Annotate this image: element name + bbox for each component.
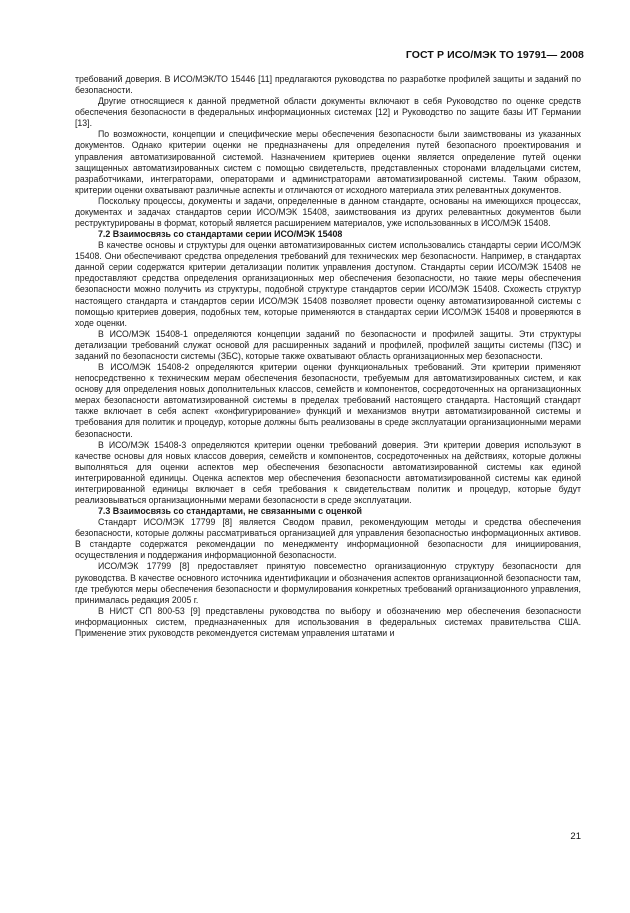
standard-header: ГОСТ Р ИСО/МЭК ТО 19791— 2008 — [405, 49, 584, 61]
paragraph-concepts: По возможности, концепции и специфические меры обеспечения безопасности были заимствованы из указанных документов. Однако критерии оценки не предназначены для определения путей безопасного проектирования и управления автоматизированной системой. Назначением критериев оценки является определение путей оценки защищенных автоматизированных систем с помощью свидетельств, представленных сторонами владельцами систем, разработчиками, интеграторами, операторами и администраторами автоматизированной системы. Таким образом, критерии оценки охватывают различные аспекты и отличаются от исходного материала этих релевантных документов. — [75, 129, 581, 195]
paragraph-related-documents: Другие относящиеся к данной предметной области документы включают в себя Руководство по оценке средств обеспечения безопасности в федеральных информационных системах [12] и Руководство по защите базы ИТ Германии [13]. — [75, 96, 581, 129]
paragraph-15408-1: В ИСО/МЭК 15408-1 определяются концепции заданий по безопасности и профилей защиты. Эти структуры детализации требований служат основой для расширенных заданий и профилей, профилей защиты системы (ПЗС) и заданий по безопасности системы (ЗБС), которые также охватывают область организационных мер безопасности. — [75, 328, 581, 361]
body-text — [75, 74, 581, 639]
section-heading-7-2: 7.2 Взаимосвязь со стандартами серии ИСО/МЭК 15408 — [98, 229, 343, 240]
paragraph-processes: Поскольку процессы, документы и задачи, определенные в данном стандарте, основаны на имеющихся процессах, документах и задачах стандартов серии ИСО/МЭК 15408, заимствования из других релевантных документов были реструктурированы в формат, который является расширением материалов, уже использованных в ИСО/МЭК 15408. — [75, 195, 581, 229]
section-heading-7-3: 7.3 Взаимосвязь со стандартами, не связанными с оценкой — [98, 506, 362, 517]
paragraph-basis-structure: В качестве основы и структуры для оценки автоматизированных систем использовались стандарты серии ИСО/МЭК 15408. Они обеспечивают средства определения требований для технических мер безопасности. Например, в стандартах данной серии содержатся критерии детализации политик управления доступом. Стандарты серии ИСО/МЭК 15408 не предоставляют средства определения организационных мер обеспечения безопасности, но такие меры обеспечения безопасности можно получить из структуры, подобной структуре стандартов серии ИСО/МЭК 15408. Схожесть структур настоящего стандарта и стандартов серии ИСО/МЭК 15408 позволяет провести оценку автоматизированной системы с помощью критериев доверия, подобных тем, которые применяются в стандартах серии ИСО/МЭК 15408 и проверяются в ходе оценки. — [75, 240, 581, 328]
paragraph-nist: В НИСТ СП 800-53 [9] представлены руководства по выбору и обозначению мер обеспечения безопасности информационных систем, предназначенных для использования в федеральных системах правительства США. Применение этих руководств рекомендуется системам управления штатами и — [75, 605, 581, 638]
page-number: 21 — [570, 831, 581, 842]
paragraph-15408-3: В ИСО/МЭК 15408-3 определяются критерии оценки требований доверия. Эти критерии доверия используют в качестве основы для новых классов доверия, семейств и компонентов, сосредоточенных на действиях, которые должны выполняться для оценки аспектов мер обеспечения безопасности автоматизированной системы как единой интегрированной единицы. Оценка аспектов мер обеспечения безопасности автоматизированной системы как единой интегрированной единицы включает в себя требования к свидетельствам политик и процедур, которые будут реализовываться организационными мерами безопасности в среде эксплуатации. — [75, 439, 581, 505]
paragraph-15408-2: В ИСО/МЭК 15408-2 определяются критерии оценки функциональных требований. Эти критерии применяют непосредственно к техническим мерам обеспечения безопасности, требуемым для автоматизированных систем, и как основу для определения новых дополнительных классов, семейств и компонентов, сосредоточенных на организационных мерах безопасности автоматизированной системы в пределах требований настоящего стандарта. Настоящий стандарт также включает в себя аспект «конфигурирование» функций и механизмов внутри автоматизированной системы и требования для политик и процедур, которые должны быть реализованы в среде эксплуатации организационными мерами безопасности. — [75, 362, 581, 439]
paragraph-17799: Стандарт ИСО/МЭК 17799 [8] является Сводом правил, рекомендующим методы и средства обеспечения безопасности, которые должны рассматриваться организацией для управления безопасностью информационных активов. В стандарте содержатся рекомендации по менеджменту информационной безопасности для инициирования, осуществления и поддержания информационной безопасности. — [75, 517, 581, 561]
paragraph-17799-structure: ИСО/МЭК 17799 [8] предоставляет принятую повсеместно организационную структуру безопасности для руководства. В качестве основного источника идентификации и обозначения аспектов организационной безопасности там, где требуются меры обеспечения безопасности и формулирования конкретных требований организационного управления, принималась редакция 2005 г. — [75, 561, 581, 605]
paragraph-continuation: требований доверия. В ИСО/МЭК/ТО 15446 [11] предлагаются руководства по разработке профилей защиты и заданий по безопасности. — [75, 74, 581, 96]
